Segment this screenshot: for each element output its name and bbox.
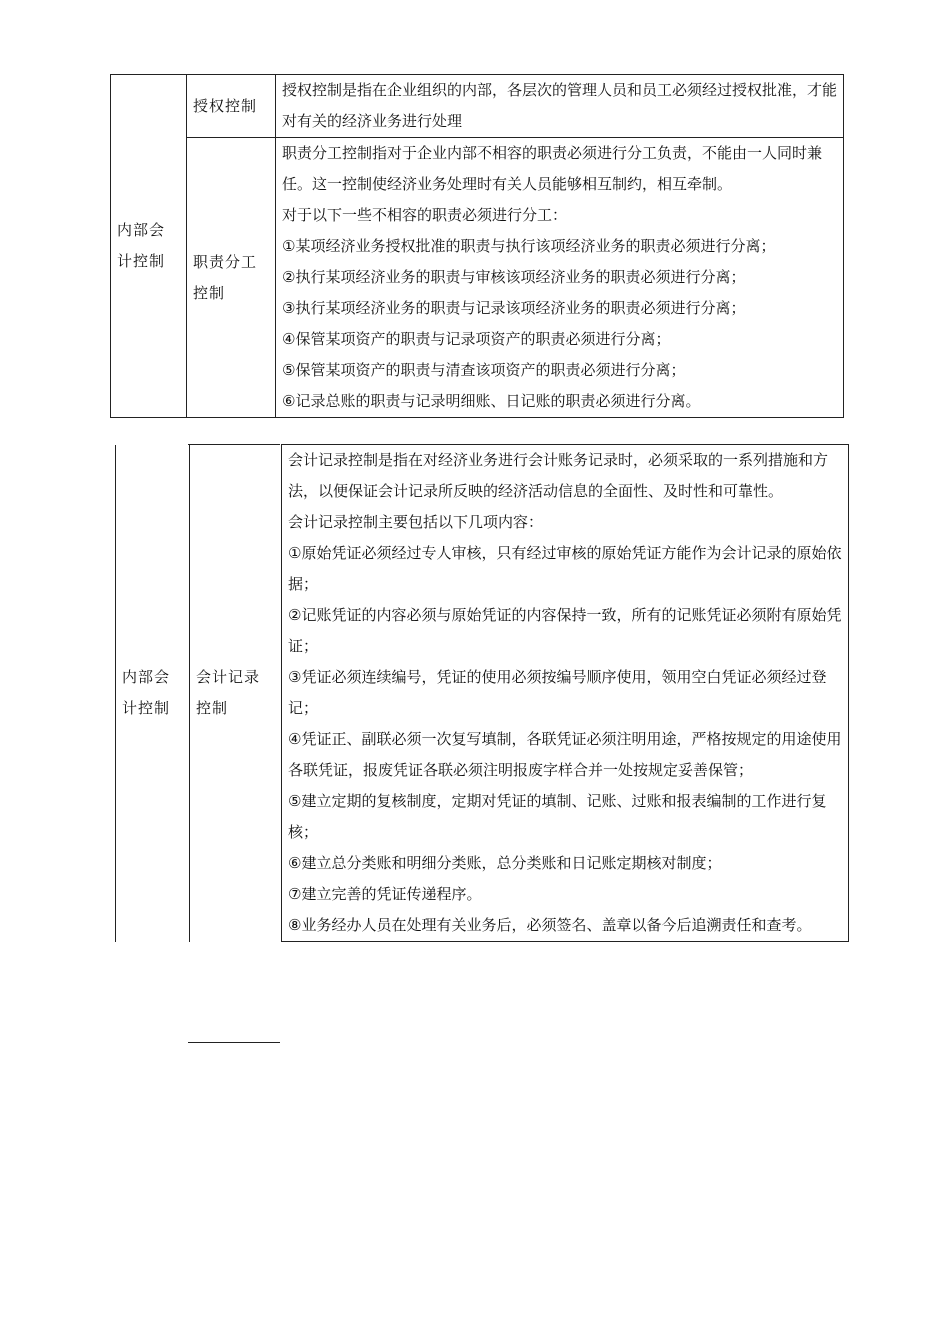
content-line: 会计记录控制是指在对经济业务进行会计账务记录时，必须采取的一系列措施和方法，以便保证会计记录所反映的经济活动信息的全面性、及时性和可靠性。: [288, 451, 829, 500]
content-line: 会计记录控制主要包括以下几项内容：: [288, 513, 544, 531]
content-line: ①原始凭证必须经过专人审核，只有经过审核的原始凭证方能作为会计记录的原始依据；: [288, 544, 842, 593]
content-line: ④凭证正、副联必须一次复写填制，各联凭证必须注明用途，严格按规定的用途使用各联凭证，报废凭证各联必须注明报废字样合并一处按规定妥善保管；: [288, 730, 842, 779]
content-line: ③执行某项经济业务的职责与记录该项经济业务的职责必须进行分离；: [282, 299, 746, 317]
table-row: [111, 75, 844, 138]
content-line: 授权控制是指在企业组织的内部，各层次的管理人员和员工必须经过授权批准，才能对有关的经济业务进行处理: [282, 81, 838, 130]
control-table-part-2: [115, 444, 849, 942]
content-line: ⑦建立完善的凭证传递程序。: [288, 885, 482, 903]
table-row: [111, 138, 844, 418]
content-line: ③凭证必须连续编号，凭证的使用必须按编号顺序使用，领用空白凭证必须经过登记；: [288, 668, 827, 717]
control-table-part-1: [110, 74, 844, 418]
table-border-stub: [188, 444, 280, 445]
content-line: ⑤保管某项资产的职责与清查该项资产的职责必须进行分离；: [282, 361, 686, 379]
content-line: 对于以下一些不相容的职责必须进行分工：: [282, 206, 568, 224]
content-line: ⑤建立定期的复核制度，定期对凭证的填制、记账、过账和报表编制的工作进行复核；: [288, 792, 827, 841]
category-cell: 内部会计控制: [116, 445, 190, 942]
row-label-accounting-records: 会计记录控制: [190, 445, 282, 942]
table-row: [116, 445, 849, 942]
row-content-accounting-records: [282, 445, 849, 942]
content-line: ②执行某项经济业务的职责与审核该项经济业务的职责必须进行分离；: [282, 268, 746, 286]
row-label-segregation: 职责分工控制: [187, 138, 276, 418]
row-label-authorization: 授权控制: [187, 75, 276, 138]
content-line: ⑥记录总账的职责与记录明细账、日记账的职责必须进行分离。: [282, 392, 701, 410]
content-line: ②记账凭证的内容必须与原始凭证的内容保持一致，所有的记账凭证必须附有原始凭证；: [288, 606, 842, 655]
content-line: 职责分工控制指对于企业内部不相容的职责必须进行分工负责，不能由一人同时兼任。这一控制使经济业务处理时有关人员能够相互制约，相互牵制。: [282, 144, 823, 193]
content-line: ①某项经济业务授权批准的职责与执行该项经济业务的职责必须进行分离；: [282, 237, 776, 255]
content-line: ⑧业务经办人员在处理有关业务后，必须签名、盖章以备今后追溯责任和查考。: [288, 916, 812, 934]
content-line: ④保管某项资产的职责与记录项资产的职责必须进行分离；: [282, 330, 671, 348]
table-border-stub: [188, 1042, 280, 1043]
category-cell: 内部会计控制: [111, 75, 187, 418]
row-content-segregation: [276, 138, 844, 418]
row-content-authorization: [276, 75, 844, 138]
content-line: ⑥建立总分类账和明细分类账，总分类账和日记账定期核对制度；: [288, 854, 722, 872]
